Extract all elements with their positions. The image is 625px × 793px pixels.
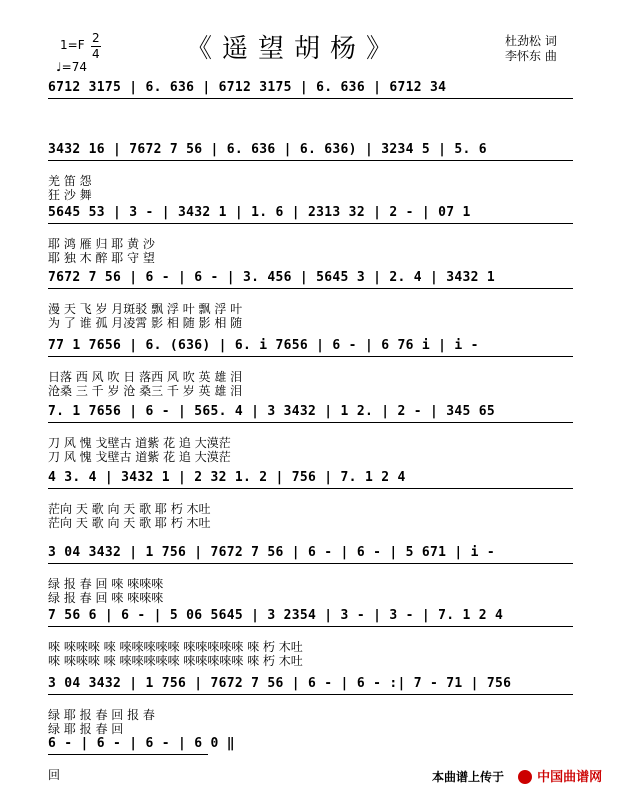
beam-underline	[48, 488, 573, 489]
lyric-verse-2: 为 了 谁 孤 月凌霄 影 相 随 影 相 随	[48, 316, 243, 330]
notation-line: 3 04 3432 | 1 756 | 7672 7 56 | 6 - | 6 - | 5 671 | i -	[48, 545, 495, 560]
lyric-verse-2: 茫向 天 歌 向 天 歌 耶 朽 木吐	[48, 516, 211, 530]
beam-underline	[48, 626, 573, 627]
lyric-verse-1: 漫 天 飞 岁 月斑驳 飘 浮 叶 飘 浮 叶	[48, 302, 243, 316]
logo-text: 中国曲谱网	[537, 770, 603, 785]
lyric-verse-1: 茫向 天 歌 向 天 歌 耶 朽 木吐	[48, 502, 211, 516]
beam-underline	[48, 160, 573, 161]
lyric-verse-1: 日落 西 风 吹 日 落西 风 吹 英 雄 泪	[48, 370, 243, 384]
lyric-verse-1: 回	[48, 768, 61, 782]
notation-line: 6 - | 6 - | 6 - | 6 0 ‖	[48, 736, 235, 751]
lyric-verse-2: 唻 唻唻唻 唻 唻唻唻唻唻 唻唻唻唻唻 唻 朽 木吐	[48, 654, 303, 668]
lyric-verse-2: 耶 独 木 醉 耶 守 望	[48, 251, 155, 265]
lyric-verse-1: 刀 风 愧 戈壁古 道紫 花 追 大漠茫	[48, 436, 231, 450]
beam-underline	[48, 98, 573, 99]
beam-underline	[48, 356, 573, 357]
tempo-marking: ♩=74	[56, 60, 87, 74]
beam-underline	[48, 754, 208, 755]
notation-line: 6712 3175 | 6. 636 | 6712 3175 | 6. 636 | 6712 34	[48, 80, 447, 95]
lyric-verse-1: 羌 笛 怨	[48, 174, 92, 188]
notation-line: 3432 16 | 7672 7 56 | 6. 636 | 6. 636) | 3234 5 | 5. 6	[48, 142, 487, 157]
lyric-verse-2: 绿 耶 报 春 回	[48, 722, 124, 736]
notation-line: 3 04 3432 | 1 756 | 7672 7 56 | 6 - | 6 - :| 7 - 71 | 756	[48, 676, 512, 691]
notation-line: 4 3. 4 | 3432 1 | 2 32 1. 2 | 756 | 7. 1 2 4	[48, 470, 406, 485]
upload-note: 本曲谱上传于	[432, 770, 505, 784]
time-signature-top: 2	[92, 31, 100, 45]
beam-underline	[48, 288, 573, 289]
lyric-verse-1: 耶 鸿 雁 归 耶 黄 沙	[48, 237, 155, 251]
notation-line: 77 1 7656 | 6. (636) | 6. i 7656 | 6 - | 6 76 i | i -	[48, 338, 479, 353]
beam-underline	[48, 563, 573, 564]
lyricist-credit: 杜劲松 词	[505, 34, 557, 48]
notation-line: 7672 7 56 | 6 - | 6 - | 3. 456 | 5645 3 | 2. 4 | 3432 1	[48, 270, 495, 285]
lyric-verse-2: 沧桑 三 千 岁 沧 桑三 千 岁 英 雄 泪	[48, 384, 243, 398]
notation-line: 7 56 6 | 6 - | 5 06 5645 | 3 2354 | 3 - | 3 - | 7. 1 2 4	[48, 608, 504, 623]
beam-underline	[48, 422, 573, 423]
time-signature-bottom: 4	[92, 47, 100, 61]
logo-icon	[518, 770, 532, 784]
lyric-verse-2: 狂 沙 舞	[48, 188, 92, 202]
lyric-verse-1: 绿 报 春 回 唻 唻唻唻	[48, 577, 164, 591]
beam-underline	[48, 694, 573, 695]
lyric-verse-2: 刀 风 愧 戈壁古 道紫 花 追 大漠茫	[48, 450, 231, 464]
lyric-verse-1: 绿 耶 报 春 回 报 春	[48, 708, 155, 722]
beam-underline	[48, 223, 573, 224]
site-logo	[518, 766, 602, 785]
lyric-verse-1: 唻 唻唻唻 唻 唻唻唻唻唻 唻唻唻唻唻 唻 朽 木吐	[48, 640, 303, 654]
notation-line: 7. 1 7656 | 6 - | 565. 4 | 3 3432 | 1 2. | 2 - | 345 65	[48, 404, 495, 419]
key-signature: 1=F	[60, 38, 85, 52]
lyric-verse-2: 绿 报 春 回 唻 唻唻唻	[48, 591, 164, 605]
notation-line: 5645 53 | 3 - | 3432 1 | 1. 6 | 2313 32 | 2 - | 07 1	[48, 205, 471, 220]
composer-credit: 李怀东 曲	[505, 49, 557, 63]
page-title: 《遥望胡杨》	[186, 34, 403, 64]
